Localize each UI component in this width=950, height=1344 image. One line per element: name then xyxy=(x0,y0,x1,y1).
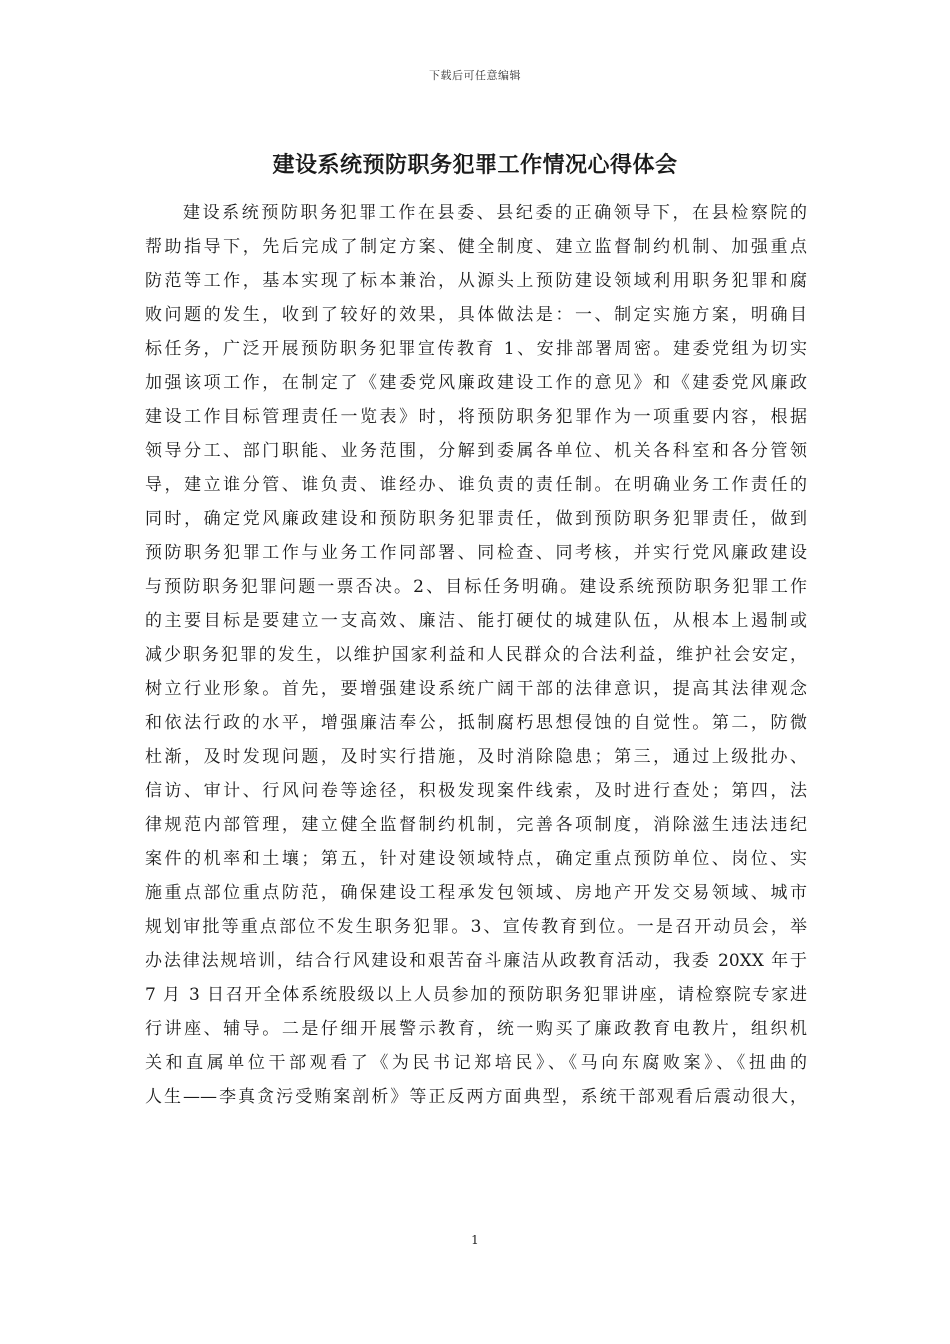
body-line: 行讲座、辅导。二是仔细开展警示教育，统一购买了廉政教育电教片，组织机 xyxy=(145,1019,807,1039)
body-line: 关和直属单位干部观看了《为民书记郑培民》、《马向东腐败案》、《扭曲的 xyxy=(145,1053,807,1073)
document-title: 建设系统预防职务犯罪工作情况心得体会 xyxy=(272,152,678,178)
body-line: 建设系统预防职务犯罪工作在县委、县纪委的正确领导下，在县检察院的 xyxy=(183,203,807,223)
document-body xyxy=(145,196,807,1114)
body-line: 办法律法规培训，结合行风建设和艰苦奋斗廉洁从政教育活动，我委 20XX 年于 xyxy=(145,951,807,971)
body-line: 导，建立谁分管、谁负责、谁经办、谁负责的责任制。在明确业务工作责任的 xyxy=(145,475,807,495)
body-line: 防范等工作，基本实现了标本兼治，从源头上预防建设领域利用职务犯罪和腐 xyxy=(145,271,807,291)
body-line: 的主要目标是要建立一支高效、廉洁、能打硬仗的城建队伍，从根本上遏制或 xyxy=(145,611,807,631)
body-line: 规划审批等重点部位不发生职务犯罪。3、宣传教育到位。一是召开动员会，举 xyxy=(145,917,807,937)
header-note: 下载后可任意编辑 xyxy=(429,69,521,82)
body-line: 加强该项工作，在制定了《建委党风廉政建设工作的意见》和《建委党风廉政 xyxy=(145,373,807,393)
body-line: 人生——李真贪污受贿案剖析》等正反两方面典型，系统干部观看后震动很大， xyxy=(145,1087,807,1107)
body-line: 标任务，广泛开展预防职务犯罪宣传教育 1、安排部署周密。建委党组为切实 xyxy=(145,339,807,359)
body-line: 减少职务犯罪的发生，以维护国家利益和人民群众的合法利益，维护社会安定， xyxy=(145,645,807,665)
body-line: 建设工作目标管理责任一览表》时，将预防职务犯罪作为一项重要内容，根据 xyxy=(145,407,807,427)
body-line: 与预防职务犯罪问题一票否决。2、目标任务明确。建设系统预防职务犯罪工作 xyxy=(145,577,807,597)
body-line: 树立行业形象。首先，要增强建设系统广阔干部的法律意识，提高其法律观念 xyxy=(145,679,807,699)
body-line: 案件的机率和土壤；第五，针对建设领域特点，确定重点预防单位、岗位、实 xyxy=(145,849,807,869)
body-line: 7 月 3 日召开全体系统股级以上人员参加的预防职务犯罪讲座，请检察院专家进 xyxy=(145,985,807,1005)
body-line: 帮助指导下，先后完成了制定方案、健全制度、建立监督制约机制、加强重点 xyxy=(145,237,807,257)
body-line: 领导分工、部门职能、业务范围，分解到委属各单位、机关各科室和各分管领 xyxy=(145,441,807,461)
body-line: 杜渐，及时发现问题，及时实行措施，及时消除隐患；第三，通过上级批办、 xyxy=(145,747,807,767)
body-line: 预防职务犯罪工作与业务工作同部署、同检查、同考核，并实行党风廉政建设 xyxy=(145,543,807,563)
page-number: 1 xyxy=(471,1233,479,1247)
body-line: 信访、审计、行风问卷等途径，积极发现案件线索，及时进行查处；第四，法 xyxy=(145,781,807,801)
body-line: 施重点部位重点防范，确保建设工程承发包领域、房地产开发交易领域、城市 xyxy=(145,883,807,903)
body-line: 律规范内部管理，建立健全监督制约机制，完善各项制度，消除滋生违法违纪 xyxy=(145,815,807,835)
body-line: 和依法行政的水平，增强廉洁奉公，抵制腐朽思想侵蚀的自觉性。第二，防微 xyxy=(145,713,807,733)
body-line: 败问题的发生，收到了较好的效果，具体做法是：一、制定实施方案，明确目 xyxy=(145,305,807,325)
body-line: 同时，确定党风廉政建设和预防职务犯罪责任，做到预防职务犯罪责任，做到 xyxy=(145,509,807,529)
